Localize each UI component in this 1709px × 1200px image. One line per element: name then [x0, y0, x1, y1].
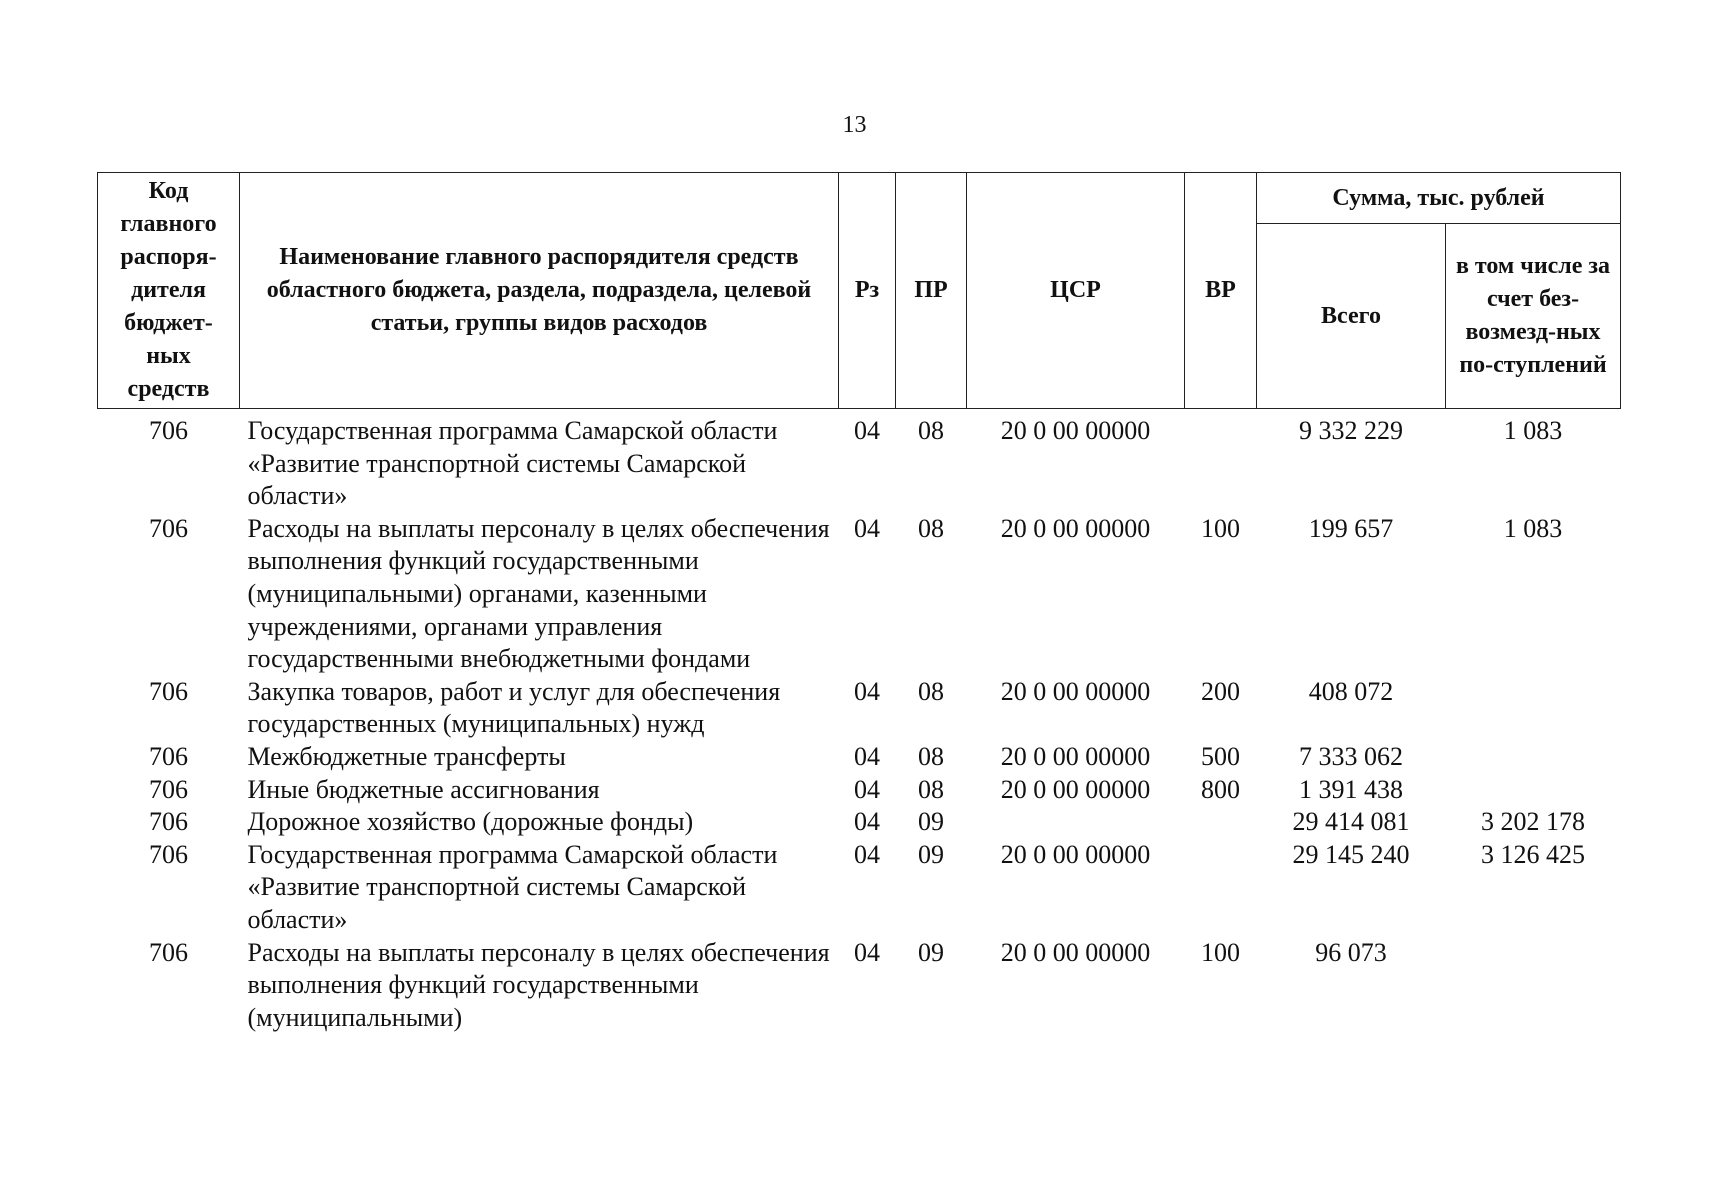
cell-name: Государственная программа Самарской области «Развитие транспортной системы Самарской области»: [247, 839, 778, 934]
cell-code: 706: [149, 676, 188, 706]
cell-total: 29 145 240: [1292, 839, 1410, 869]
header-name: Наименование главного распорядителя средств областного бюджета, раздела, подраздела, целевой статьи, группы видов расходов: [240, 173, 839, 409]
cell-rz: 04: [854, 774, 880, 804]
budget-table: [97, 172, 1621, 1034]
cell-vr: 100: [1201, 513, 1240, 543]
cell-incl: [1446, 937, 1621, 1035]
cell-name: Расходы на выплаты персоналу в целях обеспечения выполнения функций государственными (муниципальными) органами, казенными учреждениями, органами управления государственными внебюджетными фондами: [247, 513, 830, 674]
cell-rz: 04: [854, 676, 880, 706]
cell-name: Дорожное хозяйство (дорожные фонды): [247, 807, 694, 837]
header-pr: ПР: [896, 173, 967, 409]
cell-csr: 20 0 00 00000: [1000, 513, 1151, 543]
cell-vr: [1185, 409, 1257, 513]
cell-incl: 1 083: [1503, 416, 1563, 445]
cell-total: 29 414 081: [1292, 807, 1410, 837]
cell-name: Государственная программа Самарской области «Развитие транспортной системы Самарской области»: [247, 416, 778, 511]
header-total: Всего: [1257, 224, 1446, 409]
cell-code: 706: [149, 741, 188, 771]
cell-code: 706: [149, 839, 188, 869]
cell-incl: [1446, 774, 1621, 807]
cell-pr: 09: [918, 937, 944, 967]
cell-incl: 3 126 425: [1481, 839, 1585, 869]
cell-code: 706: [149, 513, 188, 543]
cell-name: Расходы на выплаты персоналу в целях обеспечения выполнения функций государственными (муниципальными): [247, 937, 830, 1032]
cell-name: Иные бюджетные ассигнования: [247, 774, 600, 804]
cell-total: 1 391 438: [1299, 774, 1403, 804]
cell-pr: 09: [918, 839, 944, 869]
cell-code: 706: [149, 937, 188, 967]
cell-pr: 08: [918, 513, 944, 543]
cell-total: 199 657: [1308, 513, 1394, 543]
cell-pr: 09: [918, 807, 944, 837]
table-row: [98, 839, 1621, 937]
cell-vr: [1185, 806, 1257, 839]
cell-csr: 20 0 00 00000: [1000, 937, 1151, 967]
table-row: [98, 741, 1621, 774]
cell-rz: 04: [854, 937, 880, 967]
page-number: 13: [842, 112, 867, 138]
header-code: Код главного распоря-дителя бюджет-ных средств: [98, 173, 240, 409]
cell-total: 408 072: [1308, 676, 1394, 706]
cell-incl: 3 202 178: [1481, 807, 1585, 837]
cell-vr: 500: [1201, 741, 1240, 771]
cell-csr: 20 0 00 00000: [1000, 839, 1151, 869]
cell-rz: 04: [854, 839, 880, 869]
cell-code: 706: [149, 807, 188, 837]
cell-total: 96 073: [1315, 937, 1387, 967]
cell-vr: 100: [1201, 937, 1240, 967]
cell-total: 7 333 062: [1299, 741, 1403, 771]
cell-csr: [967, 806, 1185, 839]
cell-total: 9 332 229: [1299, 416, 1403, 445]
table-row: [98, 513, 1621, 676]
cell-pr: 08: [918, 416, 944, 445]
cell-incl: 1 083: [1503, 513, 1563, 543]
table-row: [98, 774, 1621, 807]
cell-name: Закупка товаров, работ и услуг для обеспечения государственных (муниципальных) нужд: [247, 676, 781, 739]
header-sum: Сумма, тыс. рублей: [1257, 173, 1621, 224]
table-row: [98, 806, 1621, 839]
cell-csr: 20 0 00 00000: [1000, 416, 1151, 445]
cell-csr: 20 0 00 00000: [1000, 741, 1151, 771]
cell-csr: 20 0 00 00000: [1000, 676, 1151, 706]
cell-rz: 04: [854, 741, 880, 771]
cell-vr: [1185, 839, 1257, 937]
cell-rz: 04: [854, 807, 880, 837]
header-csr: ЦСР: [967, 173, 1185, 409]
cell-rz: 04: [854, 416, 880, 445]
cell-name: Межбюджетные трансферты: [247, 741, 566, 771]
cell-incl: [1446, 741, 1621, 774]
cell-csr: 20 0 00 00000: [1000, 774, 1151, 804]
header-incl: в том числе за счет без-возмезд-ных по-ступлений: [1446, 224, 1621, 409]
cell-code: 706: [149, 774, 188, 804]
cell-incl: [1446, 676, 1621, 741]
cell-vr: 800: [1201, 774, 1240, 804]
header-rz: Рз: [839, 173, 896, 409]
table-row: [98, 676, 1621, 741]
cell-pr: 08: [918, 774, 944, 804]
cell-code: 706: [149, 416, 188, 445]
table-row: [98, 937, 1621, 1035]
cell-pr: 08: [918, 741, 944, 771]
cell-rz: 04: [854, 513, 880, 543]
table-row: [98, 409, 1621, 513]
cell-vr: 200: [1201, 676, 1240, 706]
header-vr: ВР: [1185, 173, 1257, 409]
cell-pr: 08: [918, 676, 944, 706]
